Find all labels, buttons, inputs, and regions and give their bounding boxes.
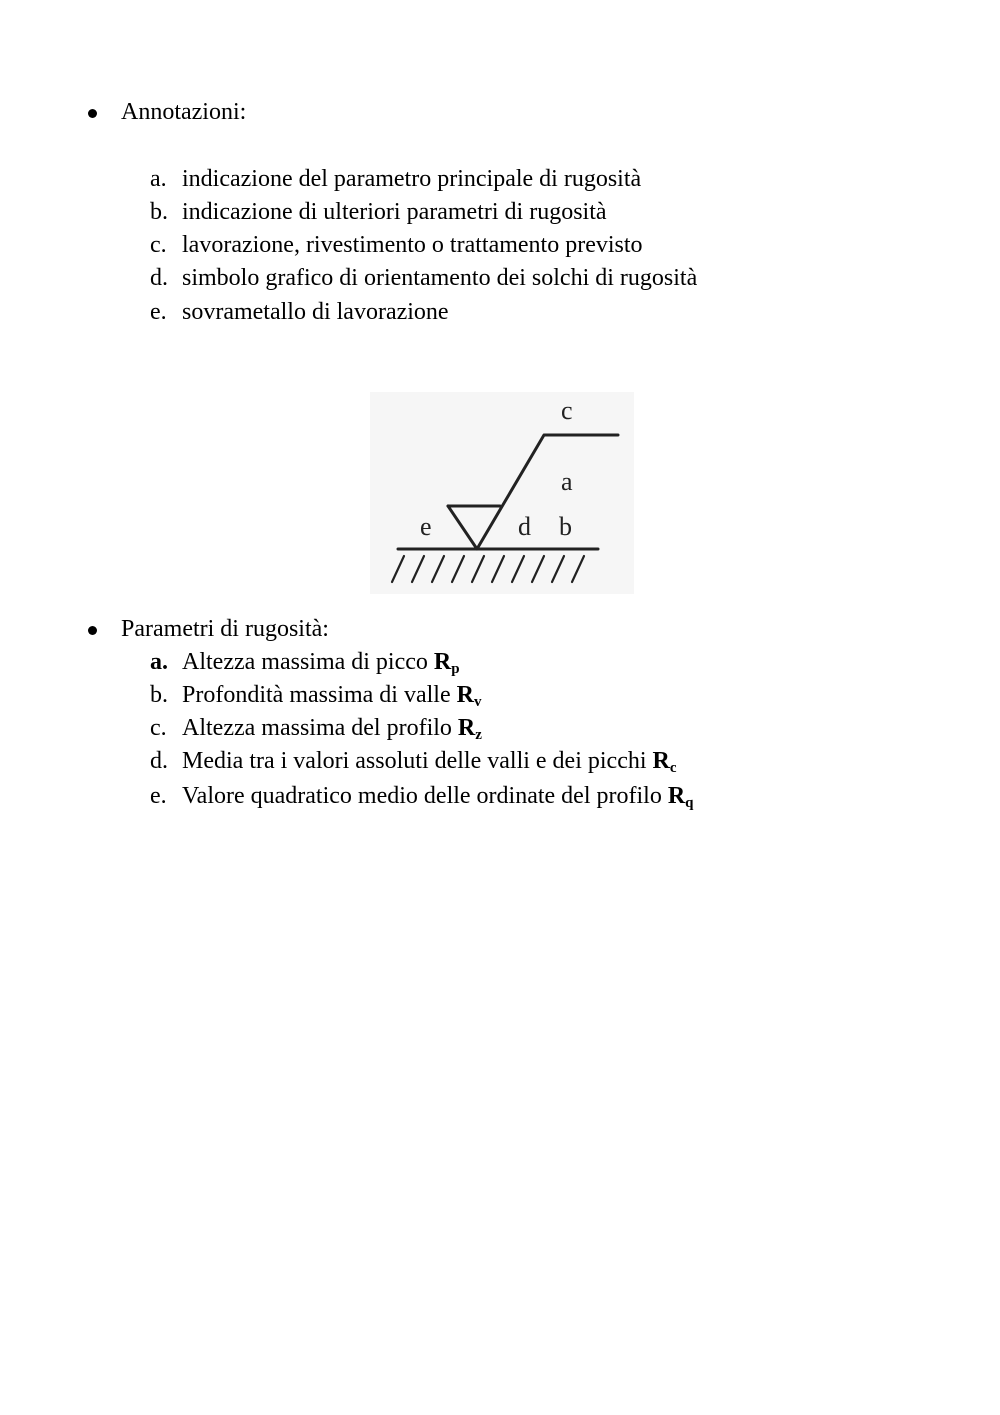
list-text: indicazione del parametro principale di rugosità [182, 166, 642, 192]
parameters-heading: Parametri di rugosità: [121, 616, 329, 642]
list-marker: e. [150, 299, 167, 325]
roughness-symbol-label: $R_v$ [456, 682, 482, 710]
list-text: Media tra i valori assoluti delle valli e dei picchi [182, 748, 653, 774]
list-item [150, 298, 449, 326]
list-marker: c. [150, 715, 167, 741]
list-item [150, 264, 697, 292]
roughness-symbol-label: $R_c$ [652, 748, 677, 776]
list-text: Profondità massima di valle [182, 682, 457, 708]
list-marker: a. [150, 166, 167, 192]
list-text: sovrametallo di lavorazione [182, 299, 449, 325]
list-item [150, 231, 643, 259]
diagram-label-c: c [561, 396, 573, 425]
list-text: lavorazione, rivestimento o trattamento previsto [182, 232, 643, 258]
list-marker: d. [150, 265, 168, 291]
list-marker: e. [150, 783, 167, 809]
list-item [150, 648, 460, 676]
diagram-background [370, 392, 634, 594]
bullet-icon [88, 109, 97, 118]
list-item [150, 198, 607, 226]
list-text: Altezza massima di picco [182, 649, 434, 675]
list-text: Valore quadratico medio delle ordinate del profilo [182, 783, 668, 809]
list-item [150, 681, 481, 709]
diagram-label-b: b [559, 512, 572, 541]
list-marker: d. [150, 748, 168, 774]
list-text: Altezza massima del profilo [182, 715, 458, 741]
diagram-label-d: d [518, 512, 531, 541]
roughness-symbol-label: $R_q$ [667, 783, 694, 811]
list-item [150, 165, 641, 193]
bullet-icon [88, 626, 97, 635]
diagram-label-e: e [420, 512, 432, 541]
list-item [150, 747, 677, 775]
annotations-heading: Annotazioni: [121, 99, 247, 125]
list-marker: a. [150, 649, 168, 675]
list-text: indicazione di ulteriori parametri di rugosità [182, 199, 607, 225]
roughness-symbol-label: $R_z$ [457, 715, 482, 743]
list-marker: c. [150, 232, 167, 258]
roughness-symbol-label: $R_p$ [433, 649, 460, 677]
list-marker: b. [150, 199, 168, 225]
roughness-symbol-diagram [370, 392, 634, 594]
list-item [150, 714, 482, 742]
diagram-label-a: a [561, 467, 573, 496]
list-text: simbolo grafico di orientamento dei solchi di rugosità [182, 265, 698, 291]
list-item [150, 782, 694, 810]
list-marker: b. [150, 682, 168, 708]
